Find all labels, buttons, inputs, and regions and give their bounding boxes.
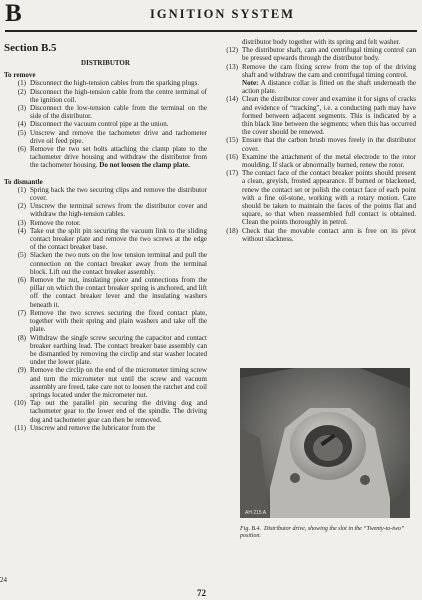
dismantle-step: (11) Unscrew and remove the lubricator from the (14, 423, 156, 432)
note (216, 79, 416, 95)
dismantle-step: (3) Remove the rotor. (17, 218, 81, 227)
dismantle-step: (6) Remove the nut, insulating piece and connections from the pillar on which the contact breaker spring is anchored, and lift off the contact breaker lever and the insulating washers beneath it. (17, 276, 207, 309)
dismantle-step: (2) Unscrew the terminal screws from the distributor cover and withdraw the high-tension cables. (17, 202, 207, 219)
dismantle-step: (12) The distributor shaft, cam and centrifugal timing control can be pressed upwards through the distributor body. (226, 46, 416, 63)
figure-label: Fig. B.4. (240, 526, 261, 532)
dismantle-step: (9) Remove the circlip on the end of the micrometer timing screw and turn the micrometer nut until the screw and vacuum assembly are freed, take care not to loosen the ratchet and coil springs located under the micrometer nut. (17, 366, 207, 399)
figure-caption-text: Distributor drive, showing the slot in the “Twenty-to-two” position. (240, 526, 405, 539)
section-letter: B (5, 0, 22, 27)
left-column (4, 38, 207, 432)
header-rule (5, 30, 417, 32)
remove-step: (6) Remove the two set bolts attaching the clamp plate to the tachometer drive housing and withdraw the distributor from the tachometer housing. Do not loosen the clamp plate. (17, 145, 207, 170)
section-title: Section B.5 (4, 42, 57, 54)
remove-step: (2) Disconnect the high-tension cable from the centre terminal of the ignition coil. (17, 87, 207, 104)
remove-step: (4) Disconnect the vacuum control pipe at the union. (17, 120, 169, 129)
photo-illustration (240, 368, 410, 518)
inspection-step: (18) Check that the movable contact arm is free on its pivot without slackness. (226, 226, 416, 243)
continued-text: distributor body together with its spring and felt washer. (242, 38, 401, 46)
dismantle-step: (13) Remove the cam fixing screw from the top of the driving shaft and withdraw the cam and centrifugal timing control. (226, 62, 416, 79)
dismantle-heading: To dismantle (4, 177, 43, 186)
remove-heading: To remove (4, 71, 36, 80)
inspection-step: (15) Ensure that the carbon brush moves freely in the distributor cover. (226, 136, 416, 153)
page-number: 72 (197, 588, 206, 598)
dismantle-step: (7) Remove the two screws securing the fixed contact plate, together with their spring and plain washers and take off the plate. (17, 308, 207, 334)
dismantle-steps-cont (216, 46, 416, 79)
note-label: Note: (242, 79, 259, 88)
remove-step: (1) Disconnect the high-tension cables from the sparking plugs. (17, 79, 200, 88)
dismantle-step: (5) Slacken the two nuts on the low tension terminal and pull the connection on the contact breaker away from the terminal block. Lift out the contact breaker assembly. (17, 251, 207, 276)
right-column (216, 38, 416, 243)
dismantle-step: (10) Tap out the parallel pin securing the driving dog and tachometer gear to the lower end of the spindle. The driving dog and tachometer gear can then be removed. (14, 399, 207, 424)
dismantle-step: (1) Spring back the two securing clips and remove the distributor cover. (17, 185, 207, 203)
inspection-steps (216, 95, 416, 243)
side-mark: 24 (0, 576, 7, 584)
dismantle-steps (4, 186, 207, 432)
dismantle-step: (4) Take out the split pin securing the vacuum link to the sliding contact breaker plate and remove the two screws at the edge of the contact breaker base. (17, 226, 207, 252)
chapter-title: IGNITION SYSTEM (150, 7, 295, 21)
remove-steps (4, 79, 207, 169)
figure-caption (240, 526, 412, 540)
remove-step: (3) Disconnect the low-tension cable from the terminal on the side of the distributor. (17, 104, 207, 121)
note-text: A distance collar is fitted on the shaft underneath the action plate. (242, 79, 416, 96)
figure-mark: AH 215 A (245, 510, 267, 516)
remove-step: (5) Unscrew and remove the tachometer drive and tachometer drive oil feed pipe. (17, 128, 207, 145)
dismantle-step: (8) Withdraw the single screw securing the capacitor and contact breaker earthing lead. The contact breaker base assembly can be dismantled by removing the circlip and star washer located under the lower plate. (17, 333, 207, 367)
inspection-step: (17) The contact face of the contact breaker points should present a clean, greyish, frosted appearance. If burned or blackened, renew the contact set or polish the contact face of each point with a fine oil-stone, working with a rotary motion. Care should be taken to maintain the faces of the points flat and square, so that when reassembled full contact is obtained. Clean the points thoroughly in petrol. (226, 169, 416, 227)
distributor-drive-photo (240, 368, 410, 518)
section-heading: DISTRIBUTOR (81, 59, 130, 67)
warning-text: Do not loosen the clamp plate. (99, 161, 190, 170)
inspection-step: (16) Examine the attachment of the metal electrode to the rotor moulding. If slack or abnormally burned, renew the rotor. (226, 152, 416, 170)
inspection-step: (14) Clean the distributor cover and examine it for signs of cracks and evidence of “tracking”, i.e. a conducting path may have formed between adjacent segments. This is indicated by a thin black line between the segments; when this has occurred the cover should be renewed. (226, 95, 416, 137)
